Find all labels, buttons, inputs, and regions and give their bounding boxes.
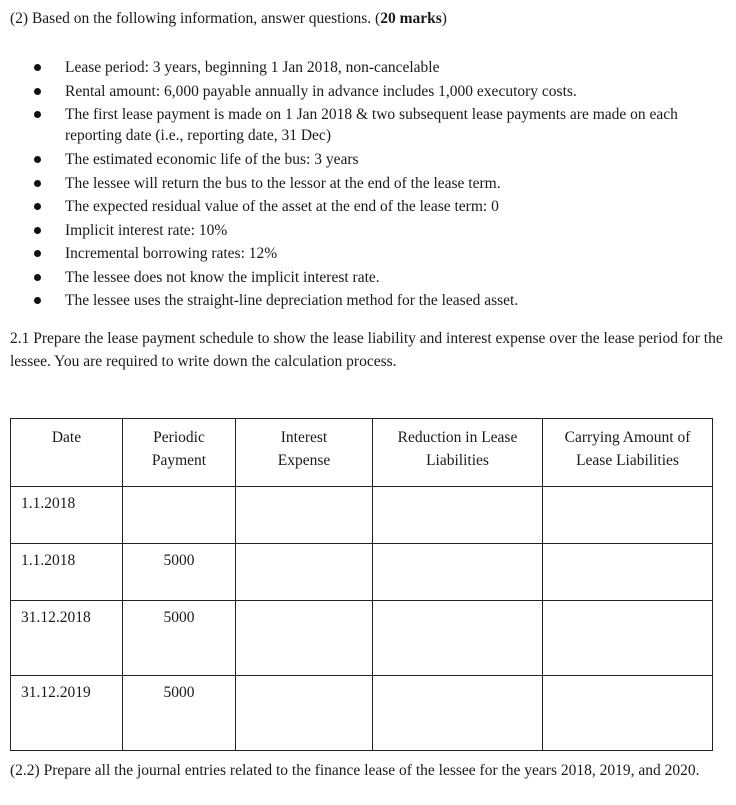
cell-date: 1.1.2018 — [11, 487, 123, 544]
cell-payment — [123, 487, 236, 544]
cell-payment: 5000 — [123, 676, 236, 751]
bullet-icon — [34, 111, 41, 118]
cell-reduction — [373, 676, 543, 751]
header-reduction-lease-liabilities: Reduction in Lease Liabilities — [373, 419, 543, 487]
bullet-icon — [34, 88, 41, 95]
cell-interest — [236, 544, 373, 601]
cell-interest — [236, 487, 373, 544]
cell-carrying — [543, 601, 713, 676]
header-interest-expense: Interest Expense — [236, 419, 373, 487]
list-item: The expected residual value of the asset at the end of the lease term: 0 — [0, 195, 736, 219]
list-item: Implicit interest rate: 10% — [0, 219, 736, 243]
cell-carrying — [543, 676, 713, 751]
bullet-icon — [34, 203, 41, 210]
part-2-2-instructions: (2.2) Prepare all the journal entries related to the finance lease of the lessee for the years 2018, 2019, and 2020. — [10, 762, 700, 779]
header-date: Date — [11, 419, 123, 487]
bullet-icon — [34, 156, 41, 163]
cell-date: 31.12.2018 — [11, 601, 123, 676]
list-item: The lessee does not know the implicit interest rate. — [0, 266, 736, 290]
bullet-icon — [34, 64, 41, 71]
table-header-row — [11, 419, 713, 487]
marks-label: 20 marks — [380, 10, 442, 27]
list-item: Lease period: 3 years, beginning 1 Jan 2018, non-cancelable — [0, 56, 736, 80]
cell-reduction — [373, 487, 543, 544]
header-carrying-amount: Carrying Amount of Lease Liabilities — [543, 419, 713, 487]
cell-interest — [236, 676, 373, 751]
bullet-icon — [34, 180, 41, 187]
cell-payment: 5000 — [123, 601, 236, 676]
table-row — [11, 601, 713, 676]
table-row — [11, 487, 713, 544]
lease-payment-schedule-table — [10, 418, 713, 751]
bullet-icon — [34, 297, 41, 304]
table-row — [11, 544, 713, 601]
header-periodic-payment: Periodic Payment — [123, 419, 236, 487]
cell-interest — [236, 601, 373, 676]
part-2-1-instructions: 2.1 Prepare the lease payment schedule to show the lease liability and interest expense over the lease period for the lessee. You are required to write down the calculation process. — [10, 330, 723, 370]
list-item: The estimated economic life of the bus: 3 years — [0, 148, 736, 172]
question-heading: (2) Based on the following information, answer questions. (20 marks) — [10, 10, 447, 27]
bullet-icon — [34, 250, 41, 257]
list-item: The first lease payment is made on 1 Jan 2018 & two subsequent lease payments are made on each reporting date (i.e., reporting date, 31 Dec) — [0, 103, 736, 148]
cell-date: 31.12.2019 — [11, 676, 123, 751]
bullet-icon — [34, 227, 41, 234]
lease-info-list — [0, 56, 736, 313]
table-row — [11, 676, 713, 751]
bullet-icon — [34, 274, 41, 281]
cell-reduction — [373, 544, 543, 601]
list-item: The lessee will return the bus to the lessor at the end of the lease term. — [0, 172, 736, 196]
list-item: Rental amount: 6,000 payable annually in advance includes 1,000 executory costs. — [0, 80, 736, 104]
cell-payment: 5000 — [123, 544, 236, 601]
cell-carrying — [543, 544, 713, 601]
cell-reduction — [373, 601, 543, 676]
cell-date: 1.1.2018 — [11, 544, 123, 601]
list-item: Incremental borrowing rates: 12% — [0, 242, 736, 266]
cell-carrying — [543, 487, 713, 544]
list-item: The lessee uses the straight-line depreciation method for the leased asset. — [0, 289, 736, 313]
